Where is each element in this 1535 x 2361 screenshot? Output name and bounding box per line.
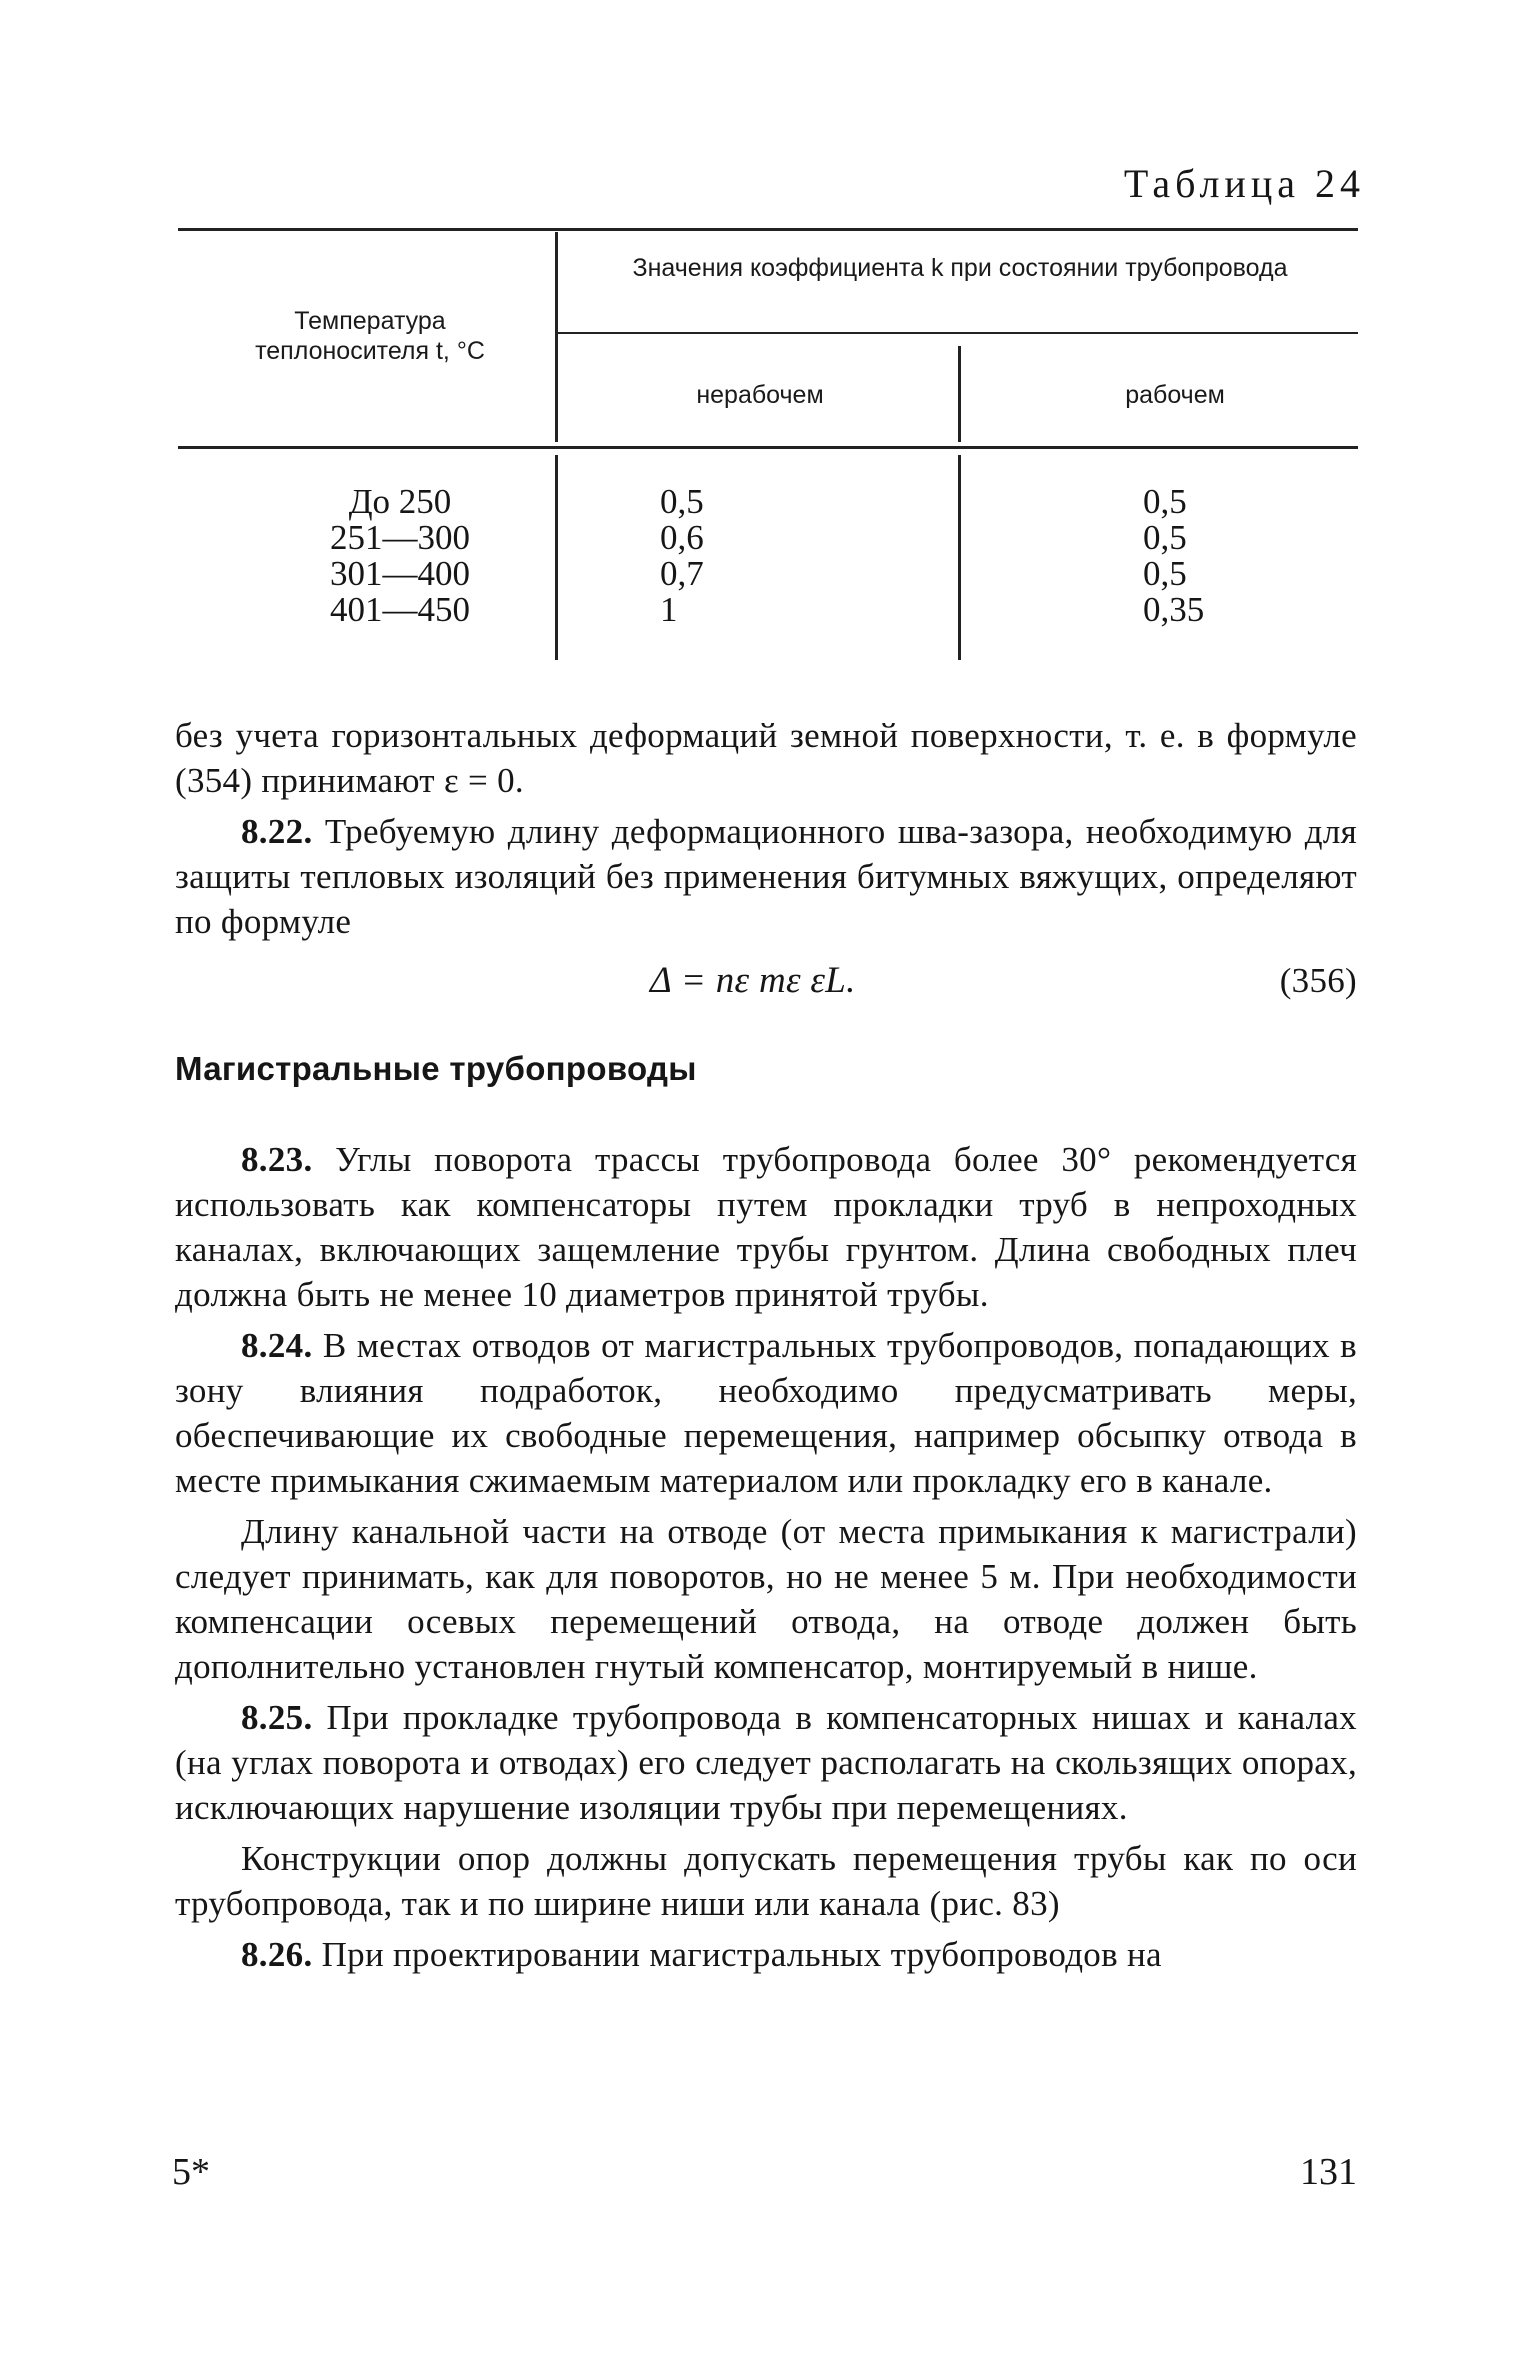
table-cell-nonworking: 0,5 <box>660 482 704 521</box>
paragraph-8-23 <box>175 1137 1357 1317</box>
page-number: 131 <box>1300 2151 1357 2193</box>
section-heading: Магистральные трубопроводы <box>175 1050 697 1087</box>
clause-number: 8.24. <box>241 1326 313 1365</box>
table-cell-working: 0,5 <box>1143 518 1187 557</box>
table-cell-temp: До 250 <box>348 482 452 521</box>
paragraph-text: Углы поворота трассы трубопровода более 30° рекомендуется использовать как компенсаторы путем прокладки труб в непроходных каналах, включающих защемление трубы грунтом. Длина свободных плеч должна быть не менее 10 диаметров принятой трубы. <box>175 1140 1357 1314</box>
formula-row <box>175 958 1357 1018</box>
table-cell-working: 0,5 <box>1143 554 1187 593</box>
table-cell-working: 0,5 <box>1143 482 1187 521</box>
table-cell-temp: 301—400 <box>330 554 470 593</box>
paragraph: Конструкции опор должны допускать перемещения трубы как по оси трубопровода, так и по ширине ниши или канала (рис. 83) <box>175 1839 1357 1923</box>
table-cell-nonworking: 1 <box>660 590 678 629</box>
signature-mark: 5* <box>172 2151 210 2193</box>
table-vrule-mid-body <box>958 455 961 660</box>
paragraph-text: При прокладке трубопровода в компенсаторных нишах и каналах (на углах поворота и отводах) его следует располагать на скользящих опорах, исключающих нарушение изоляции трубы при перемещениях. <box>175 1698 1357 1827</box>
table-cell-temp: 251—300 <box>330 518 470 557</box>
table-cell-nonworking: 0,6 <box>660 518 704 557</box>
formula: Δ = nε mε εL. <box>650 960 856 1001</box>
paragraph-text: При проектировании магистральных трубопроводов на <box>321 1935 1162 1974</box>
paragraph-8-24 <box>175 1323 1357 1503</box>
paragraph-8-22 <box>175 809 1357 944</box>
paragraph: без учета горизонтальных деформаций земной поверхности, т. е. в формуле (354) принимают ε = 0. <box>175 716 1357 800</box>
column-nonworking <box>660 484 750 628</box>
paragraph-text: В местах отводов от магистральных трубопроводов, попадающих в зону влияния подработок, необходимо предусматривать меры, обеспечивающие их свободные перемещения, например обсыпку отвода в месте примыкания сжимаемым материалом или прокладку его в канале. <box>175 1326 1357 1500</box>
paragraph-8-26 <box>175 1932 1357 1977</box>
body-text <box>175 713 1357 1983</box>
formula-number: (356) <box>1279 961 1357 1000</box>
header-working: рабочем <box>1125 381 1225 409</box>
column-working <box>1143 484 1243 628</box>
column-temperature <box>300 484 500 628</box>
paragraph-8-25 <box>175 1695 1357 1830</box>
table-vrule-mid-header <box>958 346 961 442</box>
table-top-rule <box>178 228 1358 231</box>
clause-number: 8.26. <box>241 1935 313 1974</box>
table-cell-nonworking: 0,7 <box>660 554 704 593</box>
clause-number: 8.22. <box>241 812 313 851</box>
paragraph-text: Требуемую длину деформационного шва-зазора, необходимую для защиты тепловых изоляций без применения битумных вяжущих, определяют по формуле <box>175 812 1358 941</box>
clause-number: 8.25. <box>241 1698 313 1737</box>
clause-number: 8.23. <box>241 1140 313 1179</box>
header-coefficient-group: Значения коэффициента k при состоянии трубопровода <box>632 254 1288 282</box>
paragraph: Длину канальной части на отводе (от места примыкания к магистрали) следует принимать, как для поворотов, но не менее 5 м. При необходимости компенсации осевых перемещений отвода, на отводе должен быть дополнительно установлен гнутый компенсатор, монтируемый в нише. <box>175 1512 1357 1686</box>
table-header-bottom-rule <box>178 446 1358 449</box>
table-vrule-left <box>555 232 558 442</box>
table-cell-temp: 401—450 <box>330 590 470 629</box>
header-nonworking: нерабочем <box>696 381 824 409</box>
table-vrule-left-body <box>555 455 558 660</box>
table-caption: Таблица 24 <box>1123 161 1365 206</box>
header-temperature: Температура теплоносителя t, °С <box>255 307 485 365</box>
table-cell-working: 0,35 <box>1143 590 1205 629</box>
table-subheader-rule <box>557 332 1358 334</box>
